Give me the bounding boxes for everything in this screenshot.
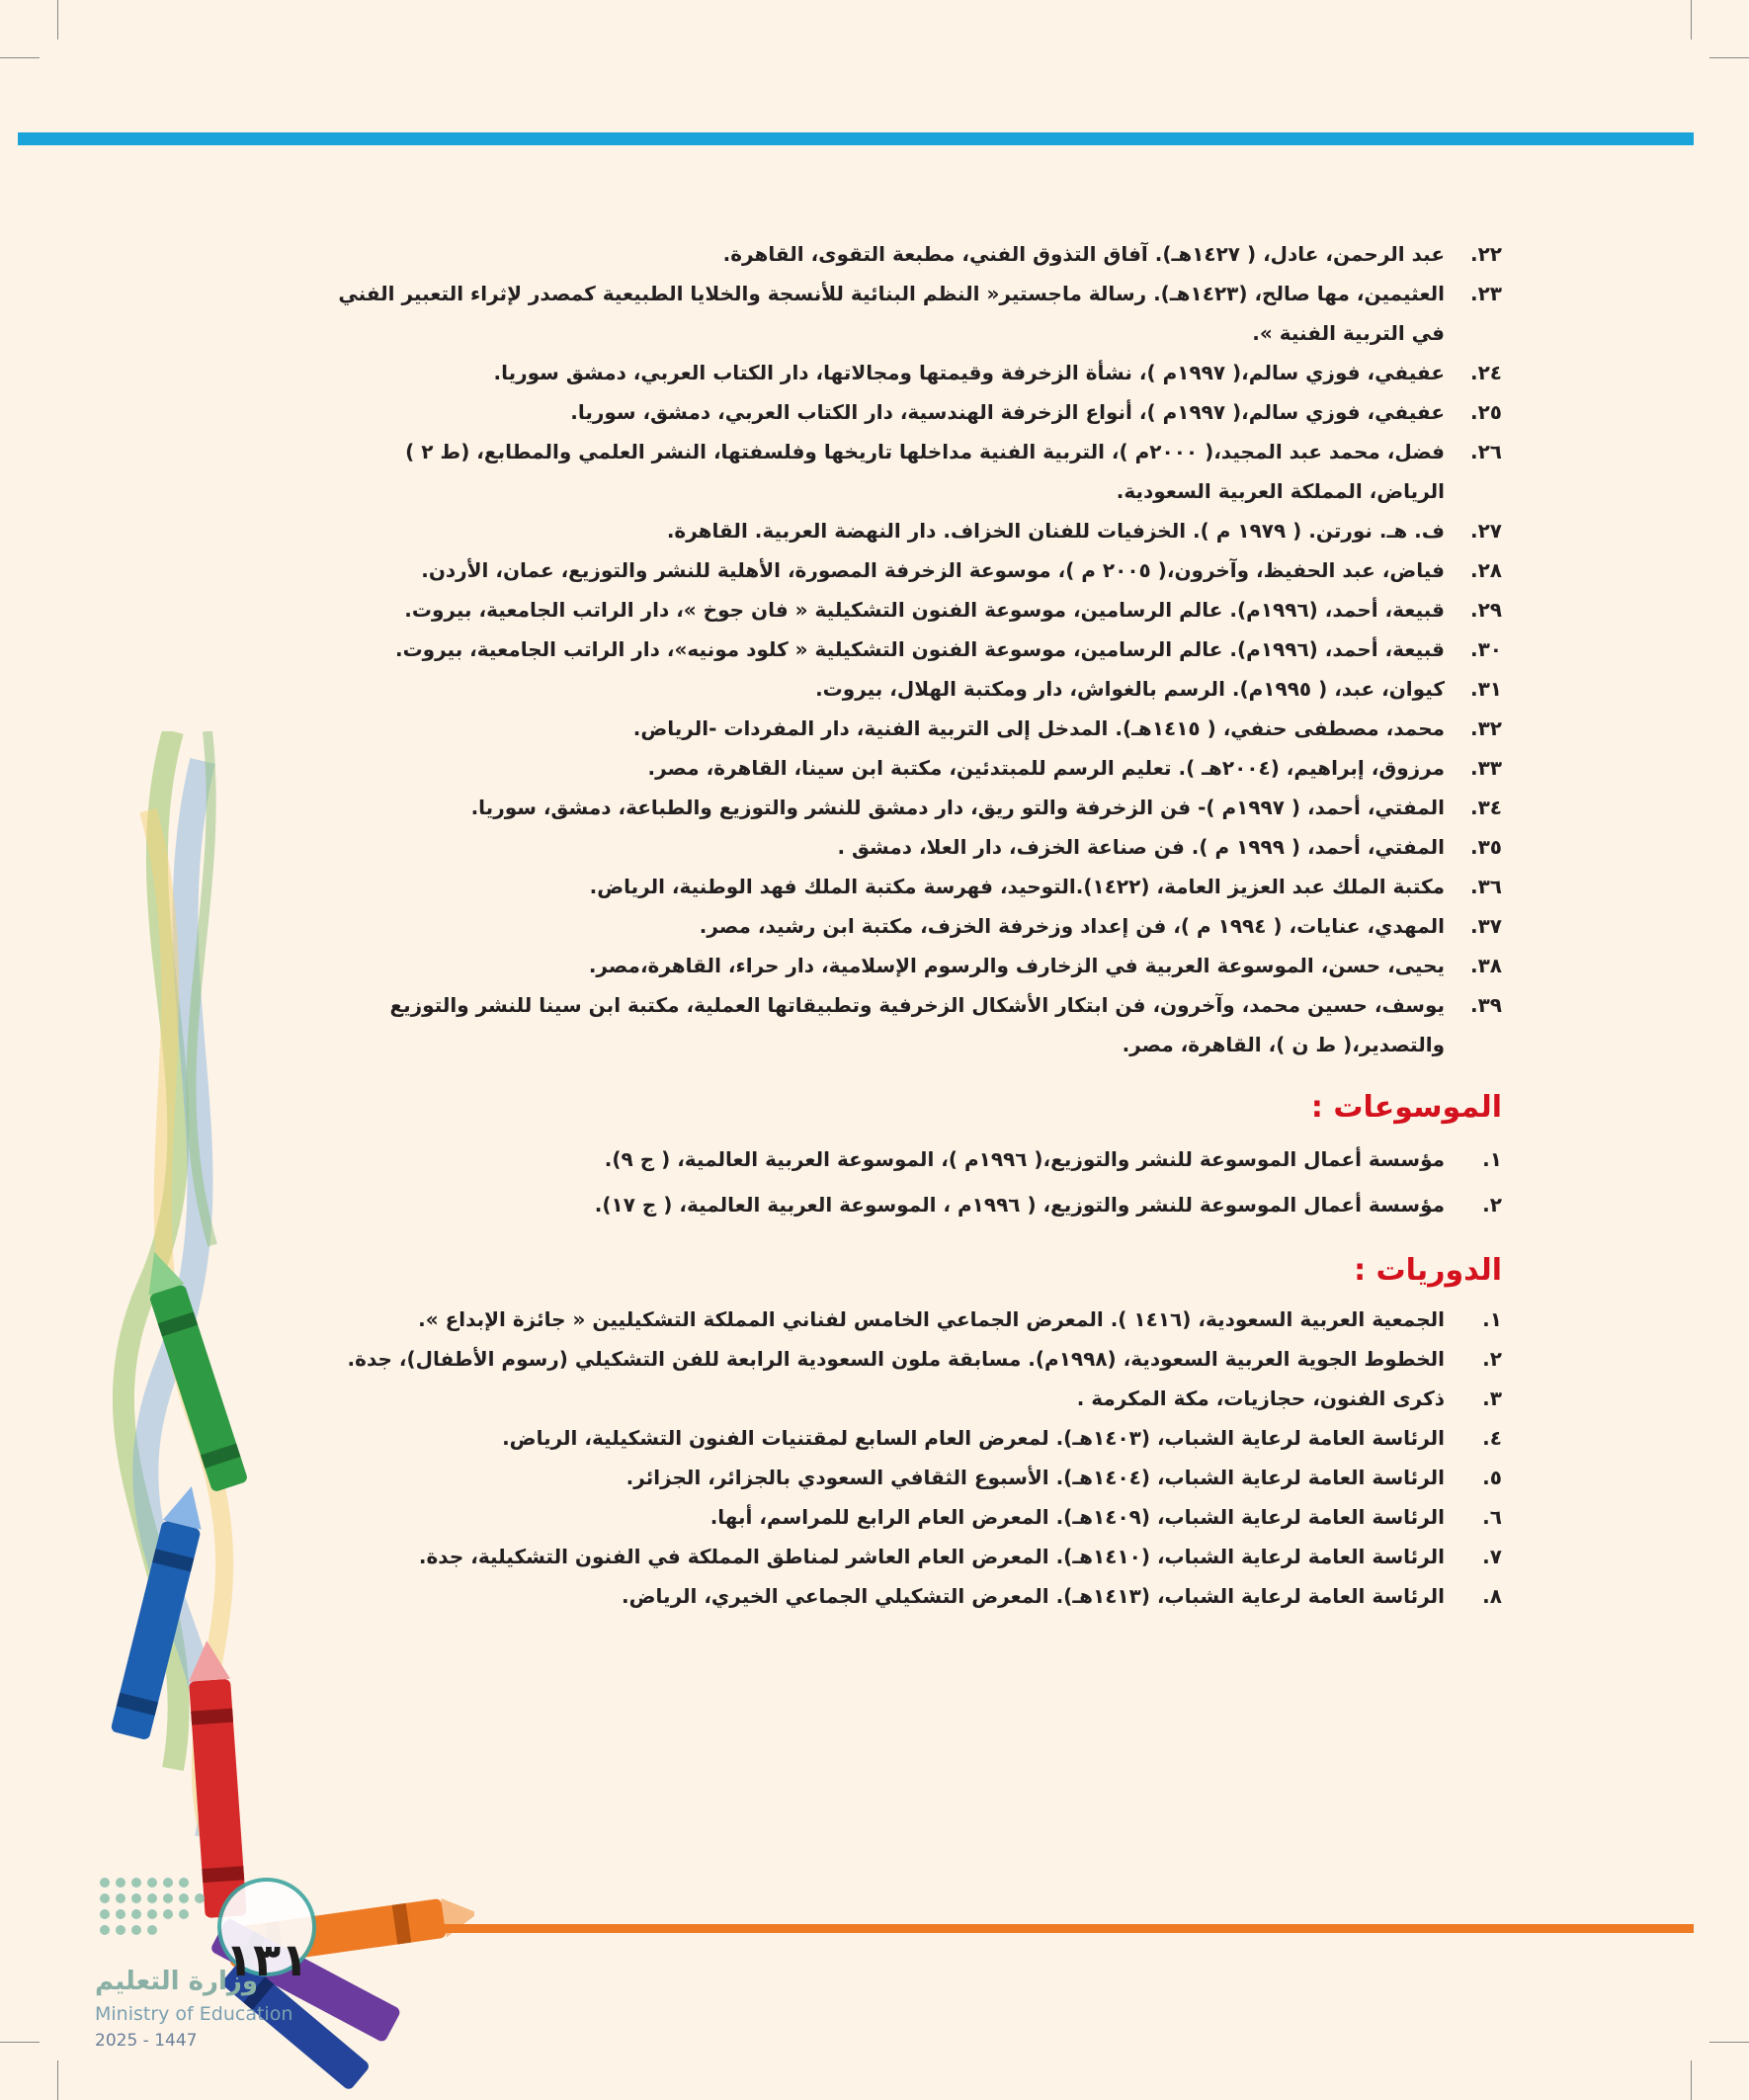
- item-number: ١.: [1482, 1307, 1502, 1331]
- item-number: ٣.: [1482, 1386, 1502, 1410]
- item-text: المفتي، أحمد، ( ١٩٩٩ م ). فن صناعة الخزف، دار العلا، دمشق .: [837, 835, 1445, 859]
- item-text: كيوان، عبد، ( ١٩٩٥م). الرسم بالغواش، دار ومكتبة الهلال، بيروت.: [815, 677, 1445, 701]
- list-item: [336, 432, 1502, 511]
- list-item: [336, 867, 1502, 906]
- item-number: ٢٢.: [1469, 242, 1502, 266]
- item-number: ٢٦.: [1469, 440, 1502, 463]
- list-item: [336, 827, 1502, 867]
- item-text: فضل، محمد عبد المجيد،( ٢٠٠٠م )، التربية الفنية مداخلها تاريخها وفلسفتها، النشر العلمي والمطابع، (ط ٢ ) الرياض، المملكة العربية السعودية.: [405, 440, 1445, 503]
- list-item: [336, 1182, 1502, 1227]
- item-number: ٣١.: [1469, 677, 1502, 701]
- logo-english-text: Ministry of Education: [95, 2003, 293, 2025]
- list-item: [336, 234, 1502, 274]
- item-number: ٦.: [1482, 1505, 1502, 1529]
- item-number: ٢٤.: [1469, 361, 1502, 384]
- item-text: مؤسسة أعمال الموسوعة للنشر والتوزيع،( ١٩٩٦م )، الموسوعة العربية العالمية، ( ج ٩).: [604, 1147, 1445, 1171]
- item-number: ٢.: [1482, 1193, 1502, 1217]
- item-text: المهدي، عنايات، ( ١٩٩٤ م )، فن إعداد وزخرفة الخزف، مكتبة ابن رشيد، مصر.: [699, 914, 1445, 938]
- item-number: ٢.: [1482, 1347, 1502, 1371]
- item-number: ٧.: [1482, 1545, 1502, 1568]
- list-item: [336, 946, 1502, 985]
- item-text: الرئاسة العامة لرعاية الشباب، (١٤٠٤هـ). الأسبوع الثقافي السعودي بالجزائر، الجزائر.: [625, 1466, 1445, 1489]
- list-item: [336, 590, 1502, 630]
- list-item: [336, 1576, 1502, 1616]
- item-text: الرئاسة العامة لرعاية الشباب، (١٤٠٣هـ). لمعرض العام السابع لمقتنيات الفنون التشكيلية، الرياض.: [502, 1426, 1445, 1450]
- list-item: [336, 274, 1502, 353]
- item-number: ٣٢.: [1469, 716, 1502, 740]
- list-item: [336, 906, 1502, 946]
- item-text: محمد، مصطفى حنفي، ( ١٤١٥هـ). المدخل إلى التربية الفنية، دار المفردات -الرياض.: [632, 716, 1445, 740]
- list-item: [336, 985, 1502, 1064]
- periodicals-heading: الدوريات :: [1354, 1253, 1502, 1288]
- crop-mark: [1709, 2042, 1749, 2043]
- crop-mark: [57, 0, 58, 40]
- encyclopedias-heading: الموسوعات :: [1310, 1090, 1502, 1125]
- item-number: ٢٩.: [1469, 598, 1502, 622]
- item-text: ذكرى الفنون، حجازيات، مكة المكرمة .: [1076, 1386, 1445, 1410]
- footer-orange-bar: [435, 1924, 1694, 1933]
- item-text: الرئاسة العامة لرعاية الشباب، (١٤١٣هـ). المعرض التشكيلي الجماعي الخيري، الرياض.: [622, 1584, 1445, 1608]
- crop-mark: [1691, 2060, 1692, 2100]
- item-text: العثيمين، مها صالح، (١٤٢٣هـ). رسالة ماجستير« النظم البنائية للأنسجة والخلايا الطبيعية كمصدر لإثراء التعبير الفني في التربية الفنية ».: [338, 282, 1445, 345]
- item-number: ٣٠.: [1469, 637, 1502, 661]
- list-item: [336, 748, 1502, 788]
- list-item: [336, 550, 1502, 590]
- item-number: ٢٨.: [1469, 558, 1502, 582]
- item-text: عبد الرحمن، عادل، ( ١٤٢٧هـ). آفاق التذوق الفني، مطبعة التقوى، القاهرة.: [722, 242, 1445, 266]
- crop-mark: [1709, 57, 1749, 58]
- item-text: الرئاسة العامة لرعاية الشباب، (١٤١٠هـ). المعرض العام العاشر لمناطق المملكة في الفنون التشكيلية، جدة.: [418, 1545, 1445, 1568]
- list-item: [336, 630, 1502, 669]
- item-text: مكتبة الملك عبد العزيز العامة، (١٤٢٢).التوحيد، فهرسة مكتبة الملك فهد الوطنية، الرياض.: [589, 875, 1445, 898]
- item-text: المفتي، أحمد، ( ١٩٩٧م )- فن الزخرفة والتو ريق، دار دمشق للنشر والتوزيع والطباعة، دمشق، سوريا.: [470, 796, 1445, 819]
- item-number: ٢٧.: [1469, 519, 1502, 543]
- list-item: [336, 1418, 1502, 1458]
- item-text: مؤسسة أعمال الموسوعة للنشر والتوزيع، ( ١٩٩٦م ، الموسوعة العربية العالمية، ( ج ١٧).: [594, 1193, 1445, 1217]
- item-text: الخطوط الجوية العربية السعودية، (١٩٩٨م). مسابقة ملون السعودية الرابعة للفن التشكيلي (رسوم الأطفال)، جدة.: [347, 1347, 1445, 1371]
- encyclopedias-list: [336, 1136, 1502, 1227]
- item-number: ١.: [1482, 1147, 1502, 1171]
- item-text: ف. هـ. نورتن. ( ١٩٧٩ م ). الخزفيات للفنان الخزاف. دار النهضة العربية. القاهرة.: [666, 519, 1445, 543]
- references-list: [336, 234, 1502, 1064]
- header-blue-bar: [18, 132, 1694, 145]
- list-item: [336, 669, 1502, 709]
- page-number: ١٣١: [224, 1933, 309, 1986]
- item-number: ٢٣.: [1469, 282, 1502, 305]
- item-number: ٢٥.: [1469, 400, 1502, 424]
- item-number: ٣٩.: [1469, 993, 1502, 1017]
- list-item: [336, 1339, 1502, 1379]
- item-number: ٣٨.: [1469, 954, 1502, 977]
- logo-year-text: 2025 - 1447: [95, 2031, 198, 2051]
- item-number: ٣٣.: [1469, 756, 1502, 780]
- item-text: قبيعة، أحمد، (١٩٩٦م). عالم الرسامين، موسوعة الفنون التشكيلية « كلود مونيه»، دار الراتب الجامعية، بيروت.: [394, 637, 1445, 661]
- item-text: عفيفي، فوزي سالم،( ١٩٩٧م )، نشأة الزخرفة وقيمتها ومجالاتها، دار الكتاب العربي، دمشق سوريا.: [493, 361, 1445, 384]
- list-item: [336, 1497, 1502, 1537]
- list-item: [336, 1379, 1502, 1418]
- list-item: [336, 392, 1502, 432]
- list-item: [336, 1300, 1502, 1339]
- list-item: [336, 1458, 1502, 1497]
- item-text: مرزوق، إبراهيم، (٢٠٠٤هـ ). تعليم الرسم للمبتدئين، مكتبة ابن سينا، القاهرة، مصر.: [647, 756, 1445, 780]
- item-text: عفيفي، فوزي سالم،( ١٩٩٧م )، أنواع الزخرفة الهندسية، دار الكتاب العربي، دمشق، سوريا.: [570, 400, 1445, 424]
- list-item: [336, 353, 1502, 392]
- item-text: قبيعة، أحمد، (١٩٩٦م). عالم الرسامين، موسوعة الفنون التشكيلية « فان جوخ »، دار الراتب الجامعية، بيروت.: [404, 598, 1445, 622]
- item-number: ٤.: [1482, 1426, 1502, 1450]
- crop-mark: [1691, 0, 1692, 40]
- item-number: ٥.: [1482, 1466, 1502, 1489]
- item-number: ٣٧.: [1469, 914, 1502, 938]
- list-item: [336, 788, 1502, 827]
- list-item: [336, 1537, 1502, 1576]
- crop-mark: [0, 57, 40, 58]
- item-text: يوسف، حسين محمد، وآخرون، فن ابتكار الأشكال الزخرفية وتطبيقاتها العملية، مكتبة ابن سينا للنشر والتوزيع والتصدير،( ط ن )، القاهرة، مصر.: [389, 993, 1445, 1056]
- item-number: ٣٤.: [1469, 796, 1502, 819]
- list-item: [336, 709, 1502, 748]
- item-number: ٣٦.: [1469, 875, 1502, 898]
- item-text: فياض، عبد الحفيظ، وآخرون،( ٢٠٠٥ م )، موسوعة الزخرفة المصورة، الأهلية للنشر والتوزيع، عمان، الأردن.: [421, 558, 1445, 582]
- item-text: الجمعية العربية السعودية، (١٤١٦ ). المعرض الجماعي الخامس لفناني المملكة التشكيليين « جائزة الإبداع ».: [418, 1307, 1445, 1331]
- list-item: [336, 1136, 1502, 1182]
- item-number: ٨.: [1482, 1584, 1502, 1608]
- logo-arabic-text: وزارة التعليم: [95, 1967, 258, 1996]
- item-number: ٣٥.: [1469, 835, 1502, 859]
- item-text: يحيى، حسن، الموسوعة العربية في الزخارف والرسوم الإسلامية، دار حراء، القاهرة،مصر.: [588, 954, 1445, 977]
- periodicals-list: [336, 1300, 1502, 1616]
- list-item: [336, 511, 1502, 550]
- bibliography-content: [336, 234, 1502, 1616]
- item-text: الرئاسة العامة لرعاية الشباب، (١٤٠٩هـ). المعرض العام الرابع للمراسم، أبها.: [709, 1505, 1445, 1529]
